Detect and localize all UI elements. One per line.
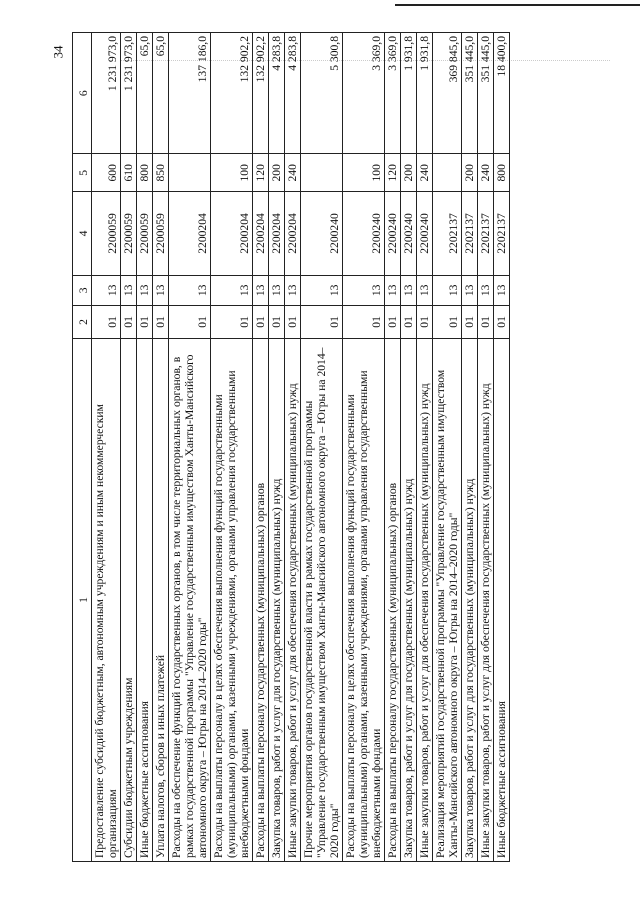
header-cell: 6 (73, 33, 92, 154)
table-row (269, 33, 285, 862)
row-expense-type-cell: 240 (478, 154, 494, 192)
row-amount-cell: 18 400,0 (494, 33, 510, 154)
row-section-cell: 01 (285, 305, 301, 338)
table-row (121, 33, 137, 862)
row-target-article-cell: 2200240 (385, 192, 401, 275)
table-row (494, 33, 510, 862)
header-cell: 2 (73, 305, 92, 338)
row-section-cell: 01 (269, 305, 285, 338)
row-amount-cell: 369 845,0 (433, 33, 462, 154)
header-cell: 1 (73, 338, 92, 861)
row-section-cell: 01 (253, 305, 269, 338)
row-subsection-cell: 13 (137, 275, 153, 305)
row-subsection-cell: 13 (269, 275, 285, 305)
row-subsection-cell: 13 (301, 275, 343, 305)
row-amount-cell: 137 186,0 (169, 33, 211, 154)
row-target-article-cell: 2200204 (253, 192, 269, 275)
row-expense-type-cell: 240 (417, 154, 433, 192)
table-row (137, 33, 153, 862)
row-section-cell: 01 (92, 305, 121, 338)
row-expense-type-cell: 120 (253, 154, 269, 192)
row-subsection-cell: 13 (92, 275, 121, 305)
row-amount-cell: 132 902,2 (253, 33, 269, 154)
table-header-row (73, 33, 92, 862)
row-expense-type-cell: 120 (385, 154, 401, 192)
row-name-cell: Прочие мероприятия органов государственной власти в рамках государственной программы "Управление государственным имуществом Ханты-Мансийского автономного округа – Югры на 2014–2020 годы" (301, 338, 343, 861)
table-row (401, 33, 417, 862)
row-amount-cell: 1 231 973,0 (121, 33, 137, 154)
row-expense-type-cell: 200 (401, 154, 417, 192)
row-section-cell: 01 (478, 305, 494, 338)
row-target-article-cell: 2200059 (153, 192, 169, 275)
rotated-table-container (72, 32, 510, 862)
row-name-cell: Расходы на выплаты персоналу государственных (муниципальных) органов (253, 338, 269, 861)
row-amount-cell: 351 445,0 (478, 33, 494, 154)
row-name-cell: Иные закупки товаров, работ и услуг для обеспечения государственных (муниципальных) нужд (417, 338, 433, 861)
row-expense-type-cell (169, 154, 211, 192)
row-section-cell: 01 (385, 305, 401, 338)
budget-table (72, 32, 510, 862)
row-target-article-cell: 2200059 (92, 192, 121, 275)
row-section-cell: 01 (433, 305, 462, 338)
row-subsection-cell: 13 (121, 275, 137, 305)
row-subsection-cell: 13 (401, 275, 417, 305)
row-name-cell: Реализация мероприятий государственной программы "Управление государственным имуществом Ханты-Мансийского автономного округа – Югры на 2014–2020 годы" (433, 338, 462, 861)
row-amount-cell: 4 283,8 (269, 33, 285, 154)
table-row (417, 33, 433, 862)
header-cell: 4 (73, 192, 92, 275)
row-target-article-cell: 2200204 (269, 192, 285, 275)
row-target-article-cell: 2200240 (343, 192, 385, 275)
row-amount-cell: 4 283,8 (285, 33, 301, 154)
row-expense-type-cell: 200 (462, 154, 478, 192)
row-section-cell: 01 (301, 305, 343, 338)
row-section-cell: 01 (137, 305, 153, 338)
row-subsection-cell: 13 (462, 275, 478, 305)
row-expense-type-cell: 200 (269, 154, 285, 192)
row-name-cell: Субсидии бюджетным учреждениям (121, 338, 137, 861)
row-subsection-cell: 13 (253, 275, 269, 305)
row-expense-type-cell: 850 (153, 154, 169, 192)
row-target-article-cell: 2200240 (417, 192, 433, 275)
row-subsection-cell: 13 (285, 275, 301, 305)
row-name-cell: Иные бюджетные ассигнования (137, 338, 153, 861)
table-row (211, 33, 253, 862)
row-target-article-cell: 2200204 (169, 192, 211, 275)
table-row (92, 33, 121, 862)
row-name-cell: Закупка товаров, работ и услуг для государственных (муниципальных) нужд (401, 338, 417, 861)
row-amount-cell: 1 231 973,0 (92, 33, 121, 154)
row-name-cell: Иные закупки товаров, работ и услуг для обеспечения государственных (муниципальных) нужд (285, 338, 301, 861)
table-row (462, 33, 478, 862)
row-expense-type-cell: 800 (137, 154, 153, 192)
table-row (433, 33, 462, 862)
row-expense-type-cell: 800 (494, 154, 510, 192)
row-name-cell: Расходы на выплаты персоналу в целях обеспечения выполнения функций государственными (муниципальными) органами, казенными учреждениями, органами управления государственными внебюджетными фондами (211, 338, 253, 861)
top-rule (395, 4, 640, 6)
table-row (169, 33, 211, 862)
table-row (153, 33, 169, 862)
table-row (253, 33, 269, 862)
row-target-article-cell: 2202137 (494, 192, 510, 275)
table-row (385, 33, 401, 862)
row-section-cell: 01 (121, 305, 137, 338)
row-target-article-cell: 2200204 (211, 192, 253, 275)
table-row (301, 33, 343, 862)
row-amount-cell: 132 902,2 (211, 33, 253, 154)
row-expense-type-cell (433, 154, 462, 192)
row-subsection-cell: 13 (169, 275, 211, 305)
row-amount-cell: 5 300,8 (301, 33, 343, 154)
row-subsection-cell: 13 (478, 275, 494, 305)
row-target-article-cell: 2200240 (401, 192, 417, 275)
row-name-cell: Иные бюджетные ассигнования (494, 338, 510, 861)
row-name-cell: Уплата налогов, сборов и иных платежей (153, 338, 169, 861)
row-amount-cell: 65,0 (153, 33, 169, 154)
table-row (343, 33, 385, 862)
row-expense-type-cell: 100 (211, 154, 253, 192)
row-target-article-cell: 2200240 (301, 192, 343, 275)
header-cell: 3 (73, 275, 92, 305)
row-subsection-cell: 13 (417, 275, 433, 305)
row-name-cell: Расходы на выплаты персоналу государственных (муниципальных) органов (385, 338, 401, 861)
row-name-cell: Расходы на выплаты персоналу в целях обеспечения выполнения функций государственными (муниципальными) органами, казенными учреждениями, органами управления государственными внебюджетными фондами (343, 338, 385, 861)
row-subsection-cell: 13 (385, 275, 401, 305)
row-expense-type-cell: 600 (92, 154, 121, 192)
row-amount-cell: 3 369,0 (343, 33, 385, 154)
row-section-cell: 01 (169, 305, 211, 338)
row-expense-type-cell: 240 (285, 154, 301, 192)
row-expense-type-cell: 100 (343, 154, 385, 192)
row-expense-type-cell (301, 154, 343, 192)
row-subsection-cell: 13 (343, 275, 385, 305)
row-target-article-cell: 2202137 (478, 192, 494, 275)
row-expense-type-cell: 610 (121, 154, 137, 192)
row-target-article-cell: 2200059 (137, 192, 153, 275)
row-section-cell: 01 (462, 305, 478, 338)
page-number: 34 (50, 45, 66, 59)
row-target-article-cell: 2200204 (285, 192, 301, 275)
row-subsection-cell: 13 (433, 275, 462, 305)
row-subsection-cell: 13 (211, 275, 253, 305)
row-amount-cell: 1 931,8 (417, 33, 433, 154)
row-subsection-cell: 13 (494, 275, 510, 305)
row-section-cell: 01 (494, 305, 510, 338)
table-row (285, 33, 301, 862)
row-section-cell: 01 (417, 305, 433, 338)
row-name-cell: Расходы на обеспечение функций государственных органов, в том числе территориальных органов, в рамках государственной программы "Управление государственным имуществом Ханты-Мансийского автономного округа – Югры на 2014–2020 годы" (169, 338, 211, 861)
header-cell: 5 (73, 154, 92, 192)
row-section-cell: 01 (211, 305, 253, 338)
table-row (478, 33, 494, 862)
row-amount-cell: 3 369,0 (385, 33, 401, 154)
row-target-article-cell: 2200059 (121, 192, 137, 275)
row-name-cell: Иные закупки товаров, работ и услуг для обеспечения государственных (муниципальных) нужд (478, 338, 494, 861)
table-body (92, 33, 510, 862)
row-target-article-cell: 2202137 (433, 192, 462, 275)
row-amount-cell: 65,0 (137, 33, 153, 154)
row-name-cell: Закупка товаров, работ и услуг для государственных (муниципальных) нужд (462, 338, 478, 861)
row-name-cell: Закупка товаров, работ и услуг для государственных (муниципальных) нужд (269, 338, 285, 861)
row-target-article-cell: 2202137 (462, 192, 478, 275)
row-amount-cell: 1 931,8 (401, 33, 417, 154)
row-section-cell: 01 (343, 305, 385, 338)
row-subsection-cell: 13 (153, 275, 169, 305)
row-amount-cell: 351 445,0 (462, 33, 478, 154)
row-name-cell: Предоставление субсидий бюджетным, автономным учреждениям и иным некоммерческим организациям (92, 338, 121, 861)
row-section-cell: 01 (401, 305, 417, 338)
row-section-cell: 01 (153, 305, 169, 338)
